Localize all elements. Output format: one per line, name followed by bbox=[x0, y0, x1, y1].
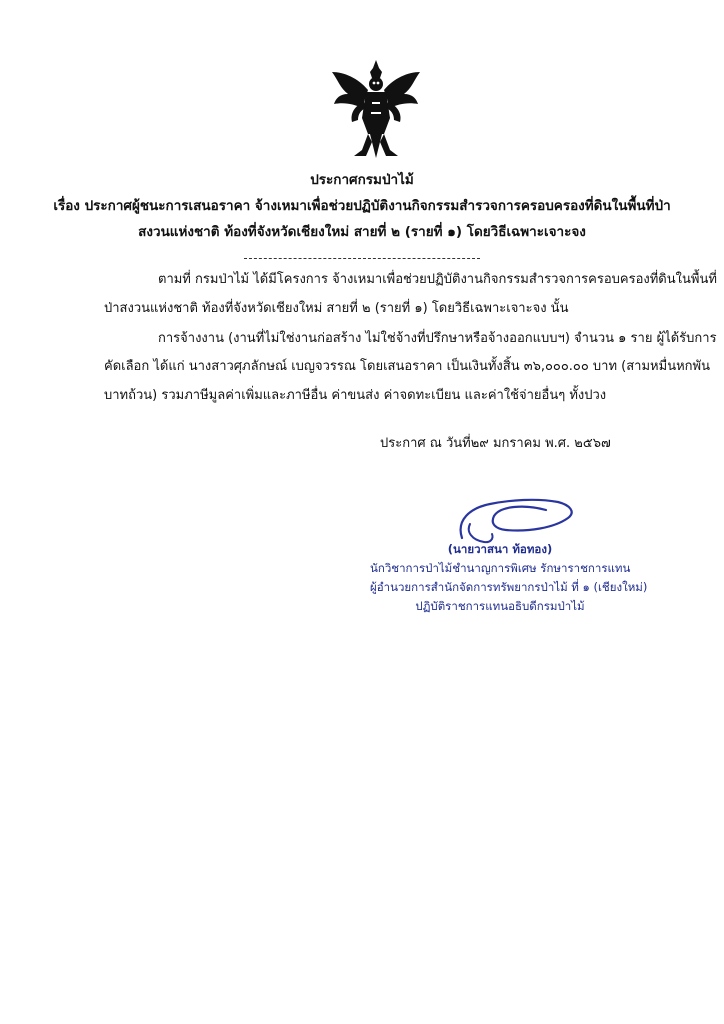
body-paragraph-2-line-3: บาทถ้วน) รวมภาษีมูลค่าเพิ่มและภาษีอื่น ค่าขนส่ง ค่าจดทะเบียน และค่าใช้จ่ายอื่นๆ ทั้งปวง bbox=[104, 388, 607, 403]
signatory-position-line-1: นักวิชาการป่าไม้ชำนาญการพิเศษ รักษาราชการแทน bbox=[370, 561, 631, 575]
signature-block bbox=[370, 540, 648, 616]
body-paragraph-2-line-2: คัดเลือก ได้แก่ นางสาวศุภลักษณ์ เบญจวรรณ โดยเสนอราคา เป็นเงินทั้งสิ้น ๓๖,๐๐๐.๐๐ บาท (สามหมื่นหกพัน bbox=[104, 359, 710, 374]
body-paragraph-1-line-2: ป่าสงวนแห่งชาติ ท้องที่จังหวัดเชียงใหม่ สายที่ ๒ (รายที่ ๑) โดยวิธีเฉพาะเจาะจง นั้น bbox=[104, 301, 569, 316]
body-paragraph-1-line-1: ตามที่ กรมป่าไม้ ได้มีโครงการ จ้างเหมาเพื่อช่วยปฏิบัติงานกิจกรรมสำรวจการครอบครองที่ดินในพื้นที่ bbox=[158, 272, 717, 287]
dashed-divider bbox=[244, 258, 480, 259]
announcement-subject-line-1: เรื่อง ประกาศผู้ชนะการเสนอราคา จ้างเหมาเพื่อช่วยปฏิบัติงานกิจกรรมสำรวจการครอบครองที่ดินในพื้นที่ป่า bbox=[53, 198, 671, 214]
garuda-emblem-icon bbox=[328, 58, 424, 162]
signatory-position-line-2: ผู้อำนวยการสำนักจัดการทรัพยากรป่าไม้ ที่ ๑ (เชียงใหม่) bbox=[370, 580, 648, 594]
signatory-position-line-3: ปฏิบัติราชการแทนอธิบดีกรมป่าไม้ bbox=[415, 599, 585, 613]
announcement-date: ประกาศ ณ วันที่๒๙ มกราคม พ.ศ. ๒๕๖๗ bbox=[380, 436, 611, 451]
signatory-name: (นายวาสนา ท้อทอง) bbox=[447, 542, 553, 556]
announcement-subject-line-2: สงวนแห่งชาติ ท้องที่จังหวัดเชียงใหม่ สายที่ ๒ (รายที่ ๑) โดยวิธีเฉพาะเจาะจง bbox=[138, 224, 586, 240]
body-paragraph-2-line-1: การจ้างงาน (งานที่ไม่ใช่งานก่อสร้าง ไม่ใช่จ้างที่ปรึกษาหรือจ้างออกแบบฯ) จำนวน ๑ ราย ผู้ได้รับการ bbox=[158, 331, 717, 346]
announcement-issuer: ประกาศกรมป่าไม้ bbox=[310, 172, 414, 188]
